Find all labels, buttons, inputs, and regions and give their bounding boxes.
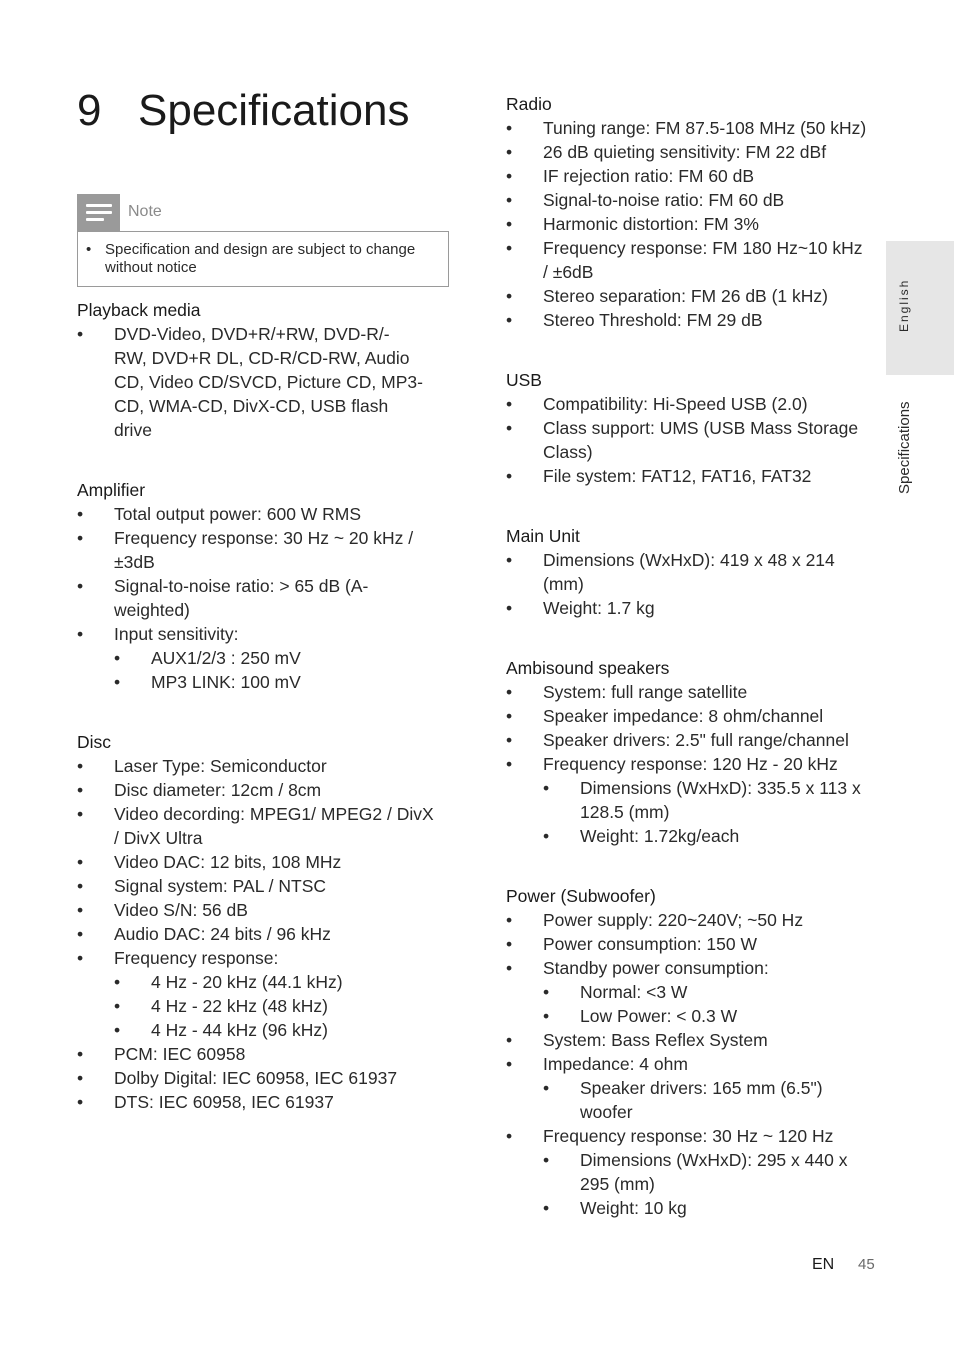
chapter-title-text: Specifications xyxy=(138,86,410,135)
spec-line xyxy=(77,850,449,874)
spec-line xyxy=(506,392,882,416)
bullet: • xyxy=(506,286,513,306)
spec-text: Class) xyxy=(543,442,593,462)
spec-line xyxy=(506,728,882,752)
note-header-rule xyxy=(120,231,449,232)
spec-text: File system: FAT12, FAT16, FAT32 xyxy=(543,466,812,486)
spec-line xyxy=(506,464,882,488)
spec-line xyxy=(506,1124,882,1148)
bullet: • xyxy=(77,924,84,944)
spec-text: MP3 LINK: 100 mV xyxy=(151,672,301,692)
spec-text: Dimensions (WxHxD): 295 x 440 x xyxy=(580,1150,848,1170)
spec-line xyxy=(506,140,882,164)
section-heading: Power (Subwoofer) xyxy=(506,886,656,906)
spec-text: Compatibility: Hi-Speed USB (2.0) xyxy=(543,394,808,414)
spec-text: Frequency response: 30 Hz ~ 120 Hz xyxy=(543,1126,834,1146)
spec-line xyxy=(506,1196,882,1220)
spec-line xyxy=(506,416,882,440)
spec-text: 295 (mm) xyxy=(580,1174,655,1194)
spec-line xyxy=(506,308,882,332)
spec-text: drive xyxy=(114,420,152,440)
spec-text: Disc diameter: 12cm / 8cm xyxy=(114,780,322,800)
spec-text: Harmonic distortion: FM 3% xyxy=(543,214,759,234)
spec-line xyxy=(506,1100,882,1124)
spec-text: Class support: UMS (USB Mass Storage xyxy=(543,418,859,438)
spec-line xyxy=(77,646,449,670)
spec-section xyxy=(77,730,449,1114)
spec-line xyxy=(77,754,449,778)
spec-section xyxy=(506,368,882,488)
section-heading: Disc xyxy=(77,732,112,752)
spec-section xyxy=(77,298,449,442)
spec-line xyxy=(506,212,882,236)
note-icon xyxy=(77,194,120,232)
note-text-line-2: without notice xyxy=(105,259,197,276)
bullet: • xyxy=(506,466,513,486)
spec-section xyxy=(77,478,449,694)
bullet: • xyxy=(506,394,513,414)
spec-text: Normal: <3 W xyxy=(580,982,688,1002)
spec-line xyxy=(506,824,882,848)
spec-line xyxy=(77,874,449,898)
side-tab-language: English xyxy=(897,278,911,332)
spec-text: woofer xyxy=(580,1102,633,1122)
spec-line xyxy=(506,572,882,596)
spec-line xyxy=(506,1052,882,1076)
bullet: • xyxy=(543,778,550,798)
spec-section xyxy=(506,92,882,332)
bullet: • xyxy=(506,706,513,726)
bullet: • xyxy=(114,1020,121,1040)
spec-line xyxy=(506,596,882,620)
spec-text: Frequency response: xyxy=(114,948,279,968)
spec-line xyxy=(77,922,449,946)
bullet: • xyxy=(506,142,513,162)
spec-text: Audio DAC: 24 bits / 96 kHz xyxy=(114,924,331,944)
bullet: • xyxy=(506,730,513,750)
note-content xyxy=(77,232,449,287)
section-heading: Playback media xyxy=(77,300,201,320)
spec-line xyxy=(506,440,882,464)
bullet: • xyxy=(506,910,513,930)
spec-line xyxy=(77,1066,449,1090)
bullet: • xyxy=(77,1044,84,1064)
spec-line xyxy=(506,932,882,956)
spec-line xyxy=(77,826,449,850)
note-header xyxy=(77,194,449,232)
bullet: • xyxy=(506,166,513,186)
right-column xyxy=(506,92,882,1256)
side-tab-section: Specifications xyxy=(896,401,913,494)
spec-section xyxy=(506,524,882,620)
section-heading: Main Unit xyxy=(506,526,580,546)
spec-text: 4 Hz - 20 kHz (44.1 kHz) xyxy=(151,972,343,992)
spec-line xyxy=(506,980,882,1004)
spec-line xyxy=(77,802,449,826)
bullet: • xyxy=(114,672,121,692)
spec-text: Video DAC: 12 bits, 108 MHz xyxy=(114,852,342,872)
bullet: • xyxy=(506,754,513,774)
spec-text: Standby power consumption: xyxy=(543,958,769,978)
spec-line xyxy=(77,898,449,922)
spec-line xyxy=(77,550,449,574)
spec-text: Stereo separation: FM 26 dB (1 kHz) xyxy=(543,286,828,306)
spec-text: Video S/N: 56 dB xyxy=(114,900,248,920)
spec-text: 26 dB quieting sensitivity: FM 22 dBf xyxy=(543,142,827,162)
spec-text: 128.5 (mm) xyxy=(580,802,670,822)
bullet: • xyxy=(543,1150,550,1170)
spec-line xyxy=(506,752,882,776)
spec-line xyxy=(506,1004,882,1028)
section-heading: USB xyxy=(506,370,542,390)
bullet: • xyxy=(77,876,84,896)
spec-text: Input sensitivity: xyxy=(114,624,239,644)
bullet: • xyxy=(77,1092,84,1112)
bullet: • xyxy=(506,118,513,138)
spec-text: Laser Type: Semiconductor xyxy=(114,756,327,776)
spec-text: RW, DVD+R DL, CD-R/CD-RW, Audio xyxy=(114,348,410,368)
spec-line xyxy=(506,1076,882,1100)
spec-section xyxy=(506,884,882,1220)
bullet: • xyxy=(77,780,84,800)
left-column xyxy=(77,298,449,1150)
spec-text: Dimensions (WxHxD): 419 x 48 x 214 xyxy=(543,550,835,570)
spec-line xyxy=(77,670,449,694)
spec-line xyxy=(77,1018,449,1042)
spec-text: Dolby Digital: IEC 60958, IEC 61937 xyxy=(114,1068,398,1088)
bullet: • xyxy=(543,1006,550,1026)
bullet: • xyxy=(77,528,84,548)
bullet: • xyxy=(77,900,84,920)
bullet: • xyxy=(506,958,513,978)
bullet: • xyxy=(506,1054,513,1074)
bullet: • xyxy=(77,804,84,824)
bullet: • xyxy=(506,238,513,258)
bullet: • xyxy=(77,624,84,644)
spec-line xyxy=(77,1042,449,1066)
spec-line xyxy=(506,956,882,980)
spec-line xyxy=(77,346,449,370)
chapter-title xyxy=(77,86,409,136)
spec-line xyxy=(506,1148,882,1172)
note-label: Note xyxy=(128,203,162,220)
spec-line xyxy=(506,1172,882,1196)
bullet: • xyxy=(77,1068,84,1088)
spec-text: AUX1/2/3 : 250 mV xyxy=(151,648,301,668)
bullet: • xyxy=(506,418,513,438)
spec-line xyxy=(77,418,449,442)
bullet: • xyxy=(506,934,513,954)
bullet: • xyxy=(77,852,84,872)
spec-line xyxy=(77,322,449,346)
spec-line xyxy=(77,598,449,622)
spec-line xyxy=(77,502,449,526)
spec-line xyxy=(77,370,449,394)
bullet: • xyxy=(506,214,513,234)
spec-line xyxy=(77,778,449,802)
bullet: • xyxy=(506,190,513,210)
spec-text: Frequency response: FM 180 Hz~10 kHz xyxy=(543,238,863,258)
spec-line xyxy=(77,946,449,970)
bullet: • xyxy=(77,756,84,776)
bullet: • xyxy=(77,576,84,596)
spec-line xyxy=(506,116,882,140)
bullet: • xyxy=(543,826,550,846)
page-number: 45 xyxy=(858,1256,875,1273)
spec-text: System: Bass Reflex System xyxy=(543,1030,768,1050)
spec-text: (mm) xyxy=(543,574,584,594)
footer-language: EN xyxy=(812,1256,835,1273)
spec-line xyxy=(506,164,882,188)
spec-text: Weight: 1.72kg/each xyxy=(580,826,740,846)
spec-text: / ±6dB xyxy=(543,262,594,282)
spec-section xyxy=(506,656,882,848)
bullet: • xyxy=(506,1126,513,1146)
note-box xyxy=(77,194,449,287)
bullet: • xyxy=(506,682,513,702)
note-text-line-1: Specification and design are subject to change xyxy=(105,241,416,258)
spec-text: Power supply: 220~240V; ~50 Hz xyxy=(543,910,804,930)
spec-line xyxy=(77,994,449,1018)
spec-text: Signal-to-noise ratio: FM 60 dB xyxy=(543,190,785,210)
bullet: • xyxy=(543,982,550,1002)
spec-text: Speaker impedance: 8 ohm/channel xyxy=(543,706,824,726)
spec-text: Power consumption: 150 W xyxy=(543,934,757,954)
spec-line xyxy=(506,260,882,284)
spec-line xyxy=(77,1090,449,1114)
spec-text: Signal-to-noise ratio: > 65 dB (A- xyxy=(114,576,369,596)
section-heading: Radio xyxy=(506,94,552,114)
spec-text: Impedance: 4 ohm xyxy=(543,1054,688,1074)
spec-text: Speaker drivers: 2.5" full range/channel xyxy=(543,730,849,750)
spec-line xyxy=(506,800,882,824)
spec-text: 4 Hz - 44 kHz (96 kHz) xyxy=(151,1020,328,1040)
spec-line xyxy=(506,1028,882,1052)
spec-text: DTS: IEC 60958, IEC 61937 xyxy=(114,1092,334,1112)
spec-line xyxy=(506,680,882,704)
spec-line xyxy=(506,548,882,572)
section-heading: Amplifier xyxy=(77,480,146,500)
spec-text: Total output power: 600 W RMS xyxy=(114,504,362,524)
bullet: • xyxy=(77,948,84,968)
spec-line xyxy=(506,188,882,212)
spec-line xyxy=(77,394,449,418)
spec-text: Signal system: PAL / NTSC xyxy=(114,876,327,896)
spec-text: Stereo Threshold: FM 29 dB xyxy=(543,310,763,330)
spec-text: CD, Video CD/SVCD, Picture CD, MP3- xyxy=(114,372,423,392)
spec-text: DVD-Video, DVD+R/+RW, DVD-R/- xyxy=(114,324,390,344)
spec-text: IF rejection ratio: FM 60 dB xyxy=(543,166,755,186)
bullet: • xyxy=(77,324,84,344)
note-bullet: • xyxy=(86,241,92,258)
spec-text: weighted) xyxy=(114,600,190,620)
bullet: • xyxy=(506,310,513,330)
spec-text: ±3dB xyxy=(114,552,155,572)
spec-text: System: full range satellite xyxy=(543,682,748,702)
spec-text: Speaker drivers: 165 mm (6.5") xyxy=(580,1078,823,1098)
bullet: • xyxy=(506,1030,513,1050)
bullet: • xyxy=(543,1198,550,1218)
bullet: • xyxy=(114,996,121,1016)
spec-line xyxy=(506,908,882,932)
bullet: • xyxy=(506,550,513,570)
spec-line xyxy=(506,704,882,728)
spec-text: Dimensions (WxHxD): 335.5 x 113 x xyxy=(580,778,861,798)
spec-text: / DivX Ultra xyxy=(114,828,203,848)
spec-text: Weight: 10 kg xyxy=(580,1198,687,1218)
bullet: • xyxy=(114,972,121,992)
spec-line xyxy=(77,622,449,646)
section-heading: Ambisound speakers xyxy=(506,658,670,678)
spec-line xyxy=(506,284,882,308)
spec-text: Tuning range: FM 87.5-108 MHz (50 kHz) xyxy=(543,118,867,138)
bullet: • xyxy=(543,1078,550,1098)
spec-line xyxy=(77,526,449,550)
spec-text: Video decording: MPEG1/ MPEG2 / DivX xyxy=(114,804,434,824)
spec-line xyxy=(506,236,882,260)
spec-text: 4 Hz - 22 kHz (48 kHz) xyxy=(151,996,328,1016)
spec-text: CD, WMA-CD, DivX-CD, USB flash xyxy=(114,396,389,416)
bullet: • xyxy=(506,598,513,618)
spec-text: PCM: IEC 60958 xyxy=(114,1044,246,1064)
spec-text: Frequency response: 120 Hz - 20 kHz xyxy=(543,754,838,774)
spec-line xyxy=(506,776,882,800)
bullet: • xyxy=(114,648,121,668)
note-text xyxy=(105,241,415,277)
spec-line xyxy=(77,574,449,598)
spec-text: Frequency response: 30 Hz ~ 20 kHz / xyxy=(114,528,414,548)
chapter-number: 9 xyxy=(77,86,102,135)
bullet: • xyxy=(77,504,84,524)
spec-text: Weight: 1.7 kg xyxy=(543,598,655,618)
spec-text: Low Power: < 0.3 W xyxy=(580,1006,738,1026)
spec-line xyxy=(77,970,449,994)
